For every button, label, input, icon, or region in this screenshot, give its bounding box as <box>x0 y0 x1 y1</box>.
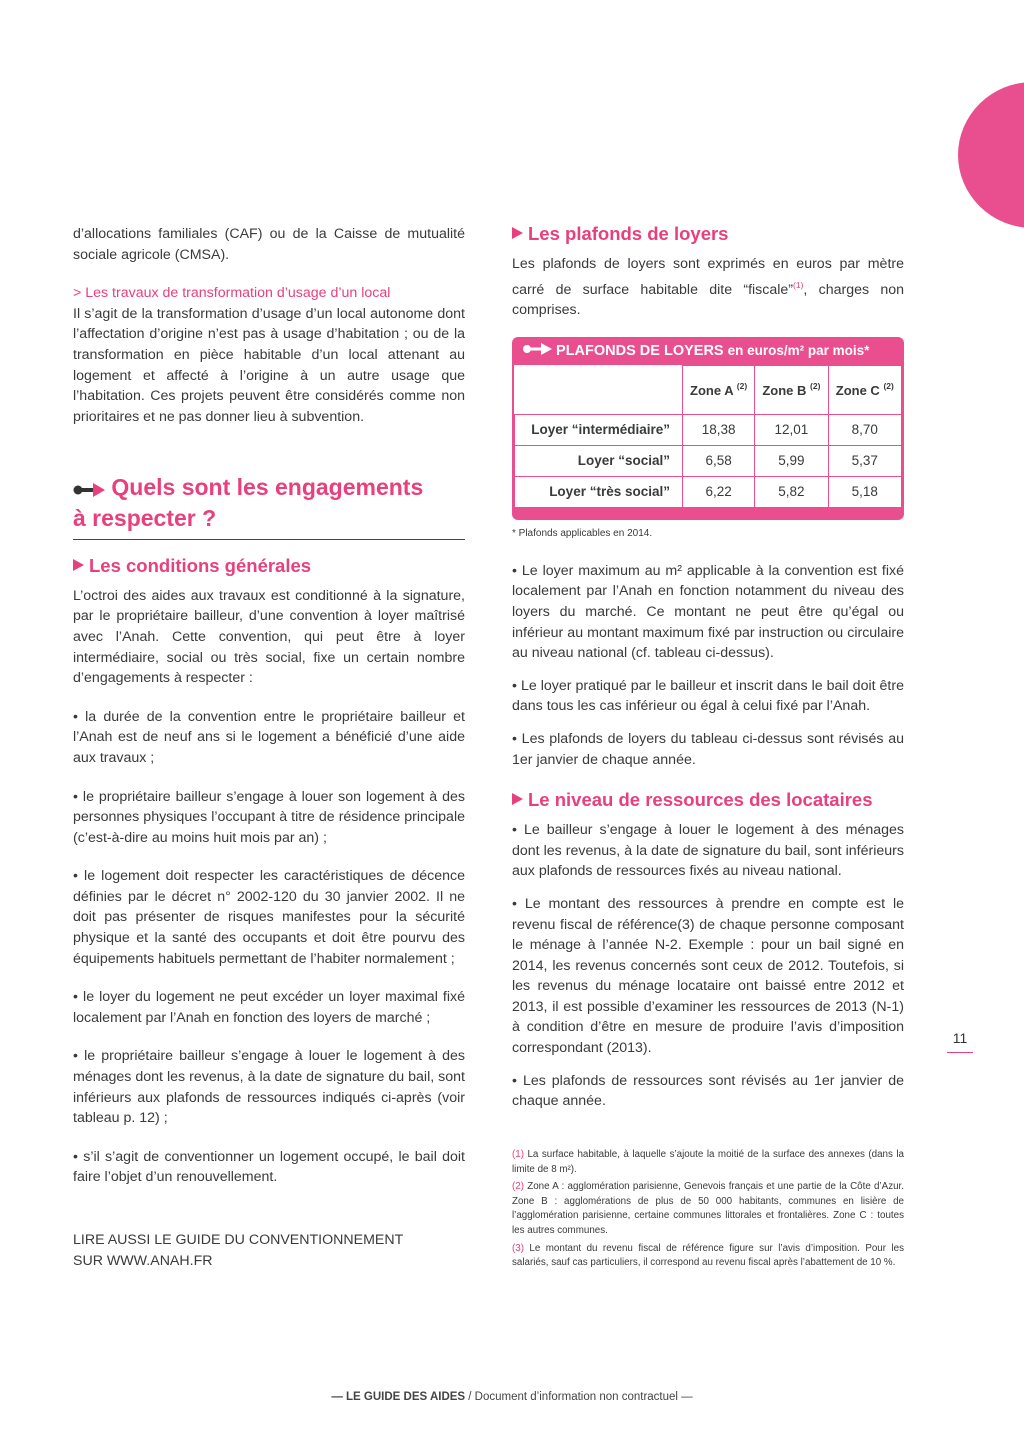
decorative-corner-circle <box>958 82 1024 228</box>
travaux-title <box>73 283 465 304</box>
table-note: * Plafonds applicables en 2014. <box>512 527 653 539</box>
conditions-heading-text: Les conditions générales <box>89 554 312 576</box>
engagements-heading <box>73 473 465 532</box>
intro-paragraph: d’allocations familiales (CAF) ou de la Caisse de mutualité sociale agricole (CMSA). <box>73 226 465 263</box>
table-title: PLAFONDS DE LOYERS <box>556 342 724 359</box>
loyer-bullet: • Le loyer pratiqué par le bailleur et inscrit dans le bail doit être dans tous les cas inférieur ou égal à celui fixé par l’Anah. <box>512 677 904 715</box>
table-cell: 6,22 <box>683 476 755 507</box>
travaux-title-text: > Les travaux de transformation d’usage d’un local <box>73 285 391 302</box>
plafonds-text: Les plafonds de loyers sont exprimés en euros par mètre carré de surface habitable dite “fiscale” <box>512 256 904 298</box>
double-arrow-icon <box>522 337 552 365</box>
loyer-bullet: • Les plafonds de loyers du tableau ci-dessus sont révisés au 1er janvier de chaque année. <box>512 730 904 768</box>
condition-bullet: • le loyer du logement ne peut excéder un loyer maximal fixé localement par l’Anah en fonction des loyers de marché ; <box>73 989 465 1026</box>
table-row <box>515 445 902 476</box>
see-also-line1: LIRE AUSSI LE GUIDE DU CONVENTIONNEMENT <box>73 1232 404 1249</box>
condition-bullet: • s’il s’agit de conventionner un logement occupé, le bail doit faire l’objet d’un renouvellement. <box>73 1148 465 1186</box>
zone-header: Zone B $^{(2)}$ <box>755 365 828 414</box>
zone-header: Zone C $^{(2)}$ <box>828 365 901 414</box>
rent-ceiling-table <box>512 337 904 520</box>
row-label: Loyer “très social” <box>515 476 683 507</box>
page-footer <box>0 1391 1024 1403</box>
table-header <box>512 337 904 365</box>
footnote-ref: (1) <box>793 279 804 290</box>
footnote: (1) La surface habitable, à laquelle s’ajoute la moitié de la surface des annexes (dans la limite de 8 m²). <box>512 1149 904 1175</box>
travaux-paragraph: Il s’agit de la transformation d’usage d’un local autonome dont l’affectation d’origine n’est pas à usage d’habitation ; ou de la transformation en pièce habitable d’un local attenant au logement et affecté à l’origine à un autre usage que l’habitation. Ces projets peuvent être considérés comme non prioritaires et ne pas donner lieu à subvention. <box>73 305 465 425</box>
table-cell: 5,18 <box>828 476 901 507</box>
table-row <box>515 476 902 507</box>
triangle-bullet-icon <box>512 227 523 239</box>
table-unit: en euros/m² par mois* <box>727 342 870 358</box>
left-column <box>73 224 465 1271</box>
plafonds-text-end: , charges non comprises. <box>512 281 904 319</box>
table-cell: 12,01 <box>755 414 828 445</box>
row-label: Loyer “intermédiaire” <box>515 414 683 445</box>
footnotes <box>512 1148 904 1274</box>
ressources-heading-text: Le niveau de ressources des locataires <box>528 789 873 811</box>
engagements-heading-line1: Quels sont les engagements <box>111 474 424 501</box>
plafonds-paragraph <box>512 254 904 321</box>
conditions-heading <box>73 554 465 578</box>
conditions-paragraph: L’octroi des aides aux travaux est conditionné à la signature, par le propriétaire bailleur, d’une convention à loyer maîtrisé avec l’Anah. Cette convention, qui peut être à loyer intermédiaire, social ou très social, fixe un certain nombre d’engagements à respecter : <box>73 587 465 687</box>
page-number: 11 <box>947 1030 973 1053</box>
loyer-bullet: • Le loyer maximum au m² applicable à la convention est fixé localement par l’Anah en fonction notamment du niveau des loyers du marché. Ce montant ne peut être qu’égal ou inférieur au montant maximum fixé par instruction ou circulaire au niveau national (cf. tableau ci-dessus). <box>512 562 904 662</box>
ressources-heading <box>512 788 904 812</box>
footnote: (3) Le montant du revenu fiscal de référence figure sur l’avis d’imposition. Pour les salariés, sauf cas particuliers, il correspond au revenu fiscal après l’abattement de 10 %. <box>512 1242 904 1269</box>
footnote: (2) Zone A : agglomération parisienne, Genevois français et une partie de la Côte d’Azur. Zone B : agglomérations de plus de 50 000 habitants, communes en lisière de l’agglomération parisienne, certaine communes littorales et frontalières. Zone C : toutes les autres communes. <box>512 1181 904 1236</box>
condition-bullet: • le propriétaire bailleur s’engage à louer son logement à des personnes physiques l’occupant à titre de résidence principale (c’est-à-dire au moins huit mois par an) ; <box>73 788 465 846</box>
condition-bullet: • la durée de la convention entre le propriétaire bailleur et l’Anah est de neuf ans si le logement a bénéficié d’une aide aux travaux ; <box>73 708 465 766</box>
table-cell: 18,38 <box>683 414 755 445</box>
zone-header: Zone A $^{(2)}$ <box>683 365 755 414</box>
footer-title: — LE GUIDE DES AIDES <box>331 1391 466 1403</box>
table-cell: 8,70 <box>828 414 901 445</box>
right-column <box>512 222 904 1112</box>
table-cell: 5,82 <box>755 476 828 507</box>
see-also-line2: SUR WWW.ANAH.FR <box>73 1252 213 1269</box>
heading-divider <box>73 539 465 540</box>
condition-bullet: • le propriétaire bailleur s’engage à louer le logement à des ménages dont les revenus, à la date de signature du bail, sont inférieurs aux plafonds de ressources indiqués ci-après (voir tableau p. 12) ; <box>73 1048 465 1127</box>
ressources-bullet: • Le montant des ressources à prendre en compte est le revenu fiscal de référence(3) de chaque personne composant le ménage à l’année N-2. Exemple : pour un bail signé en 2014, les revenus concernés sont ceux de 2012. Toutefois, si les revenus du ménage locataire ont baissé entre 2012 et 2013, il est possible d’examiner les ressources de 2013 (N-1) à condition d’être en mesure de produire l’avis d’imposition correspondant (2013). <box>512 895 904 1057</box>
footer-text: / Document d’information non contractuel — <box>465 1391 693 1403</box>
plafonds-heading <box>512 222 904 246</box>
row-label: Loyer “social” <box>515 445 683 476</box>
table-row <box>515 414 902 445</box>
rent-table <box>514 365 902 508</box>
ressources-bullet: • Les plafonds de ressources sont révisés au 1er janvier de chaque année. <box>512 1072 904 1110</box>
ressources-bullet: • Le bailleur s’engage à louer le logement à des ménages dont les revenus, à la date de signature du bail, sont inférieurs aux plafonds de ressources fixés au niveau national. <box>512 822 904 880</box>
table-cell: 6,58 <box>683 445 755 476</box>
table-cell: 5,99 <box>755 445 828 476</box>
engagements-heading-line2: à respecter ? <box>73 504 217 531</box>
triangle-bullet-icon <box>73 559 84 571</box>
condition-bullet: • le logement doit respecter les caractéristiques de décence définies par le décret n° 2002-120 du 30 janvier 2002. Il ne doit pas présenter de risques manifestes pour la sécurité physique et la santé des occupants et doit être pourvu des équipements habituels permettant de l’habiter normalement ; <box>73 868 465 967</box>
table-cell: 5,37 <box>828 445 901 476</box>
triangle-bullet-icon <box>512 793 523 805</box>
double-arrow-icon <box>73 475 105 504</box>
plafonds-heading-text: Les plafonds de loyers <box>528 223 729 244</box>
